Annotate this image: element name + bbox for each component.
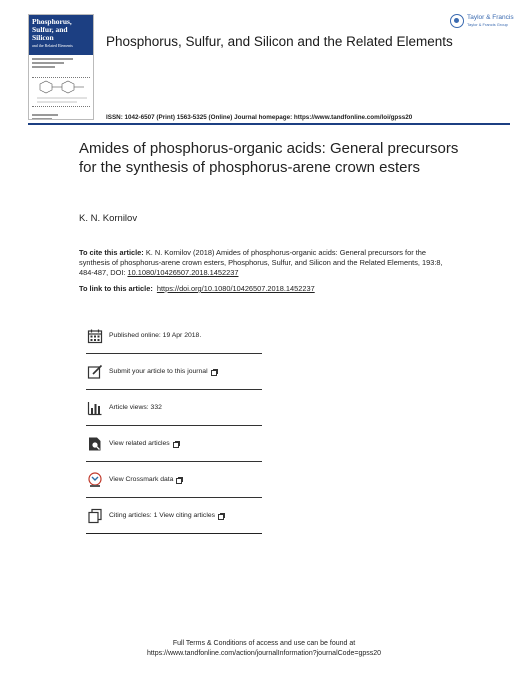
footer-terms-link[interactable]: https://www.tandfonline.com/action/journalInformation?journalCode=gpss20 [146, 650, 382, 657]
citing-documents-icon [86, 507, 104, 525]
citation-text: K. N. Kornilov (2018) Amides of phosphorus-organic acids: General precursors for the synthesis of phosphorus-arene crown esters, Phosphorus, Sulfur, and Silicon and the Related Elements, 193:8, 484-487, DOI: [79, 248, 443, 277]
publisher-logo-icon [450, 14, 464, 28]
bar-chart-icon [86, 399, 104, 417]
cover-chemical-structure [32, 77, 90, 107]
cover-text-lines [29, 55, 93, 73]
external-link-icon [218, 514, 224, 520]
document-search-icon [86, 435, 104, 453]
edit-icon [86, 363, 104, 381]
article-views-item [86, 390, 262, 426]
article-link-line [79, 284, 315, 293]
submit-article-label[interactable]: Submit your article to this journal [109, 368, 208, 375]
publisher-logo: Taylor & Francis Taylor & Francis Group [450, 14, 514, 28]
external-link-icon [176, 478, 182, 484]
journal-cover-image [28, 14, 94, 120]
journal-title[interactable]: Phosphorus, Sulfur, and Silicon and the Related Elements [106, 34, 453, 49]
published-online-item [86, 318, 262, 354]
calendar-icon [86, 327, 104, 345]
submit-article-item[interactable] [86, 354, 262, 390]
external-link-icon [173, 442, 179, 448]
crossmark-icon [86, 471, 104, 489]
article-doi-link[interactable]: https://doi.org/10.1080/10426507.2018.1452237 [156, 284, 315, 293]
footer-terms-text: Full Terms & Conditions of access and use can be found at [172, 640, 356, 647]
article-actions-list [86, 318, 262, 534]
chemical-structure-icon [32, 78, 92, 106]
footer [0, 639, 528, 659]
citing-articles-label[interactable]: Citing articles: 1 View citing articles [109, 512, 216, 519]
header-divider [28, 123, 510, 125]
article-views-label: Article views: 332 [109, 404, 162, 411]
cover-title: Phosphorus, Sulfur, and Silicon and the Related Elements [29, 15, 93, 55]
cover-footer-lines [29, 111, 93, 120]
issn-homepage-line[interactable]: ISSN: 1042-6507 (Print) 1563-5325 (Online) Journal homepage: https://www.tandfonline.com/loi/gpss20 [106, 114, 413, 121]
related-articles-item[interactable] [86, 426, 262, 462]
article-author: K. N. Kornilov [79, 213, 138, 224]
header [0, 0, 528, 126]
crossmark-item[interactable] [86, 462, 262, 498]
citation-doi-link[interactable]: 10.1080/10426507.2018.1452237 [127, 268, 239, 277]
related-articles-label[interactable]: View related articles [109, 440, 170, 447]
published-online-label: Published online: 19 Apr 2018. [109, 332, 202, 339]
external-link-icon [211, 370, 217, 376]
citation-label: To cite this article: [79, 248, 144, 257]
link-label: To link to this article: [79, 284, 153, 293]
article-title: Amides of phosphorus-organic acids: General precursors for the synthesis of phosphorus-arene crown esters [79, 140, 459, 176]
crossmark-label[interactable]: View Crossmark data [109, 476, 174, 483]
citing-articles-item[interactable] [86, 498, 262, 534]
citation-block [79, 248, 451, 278]
